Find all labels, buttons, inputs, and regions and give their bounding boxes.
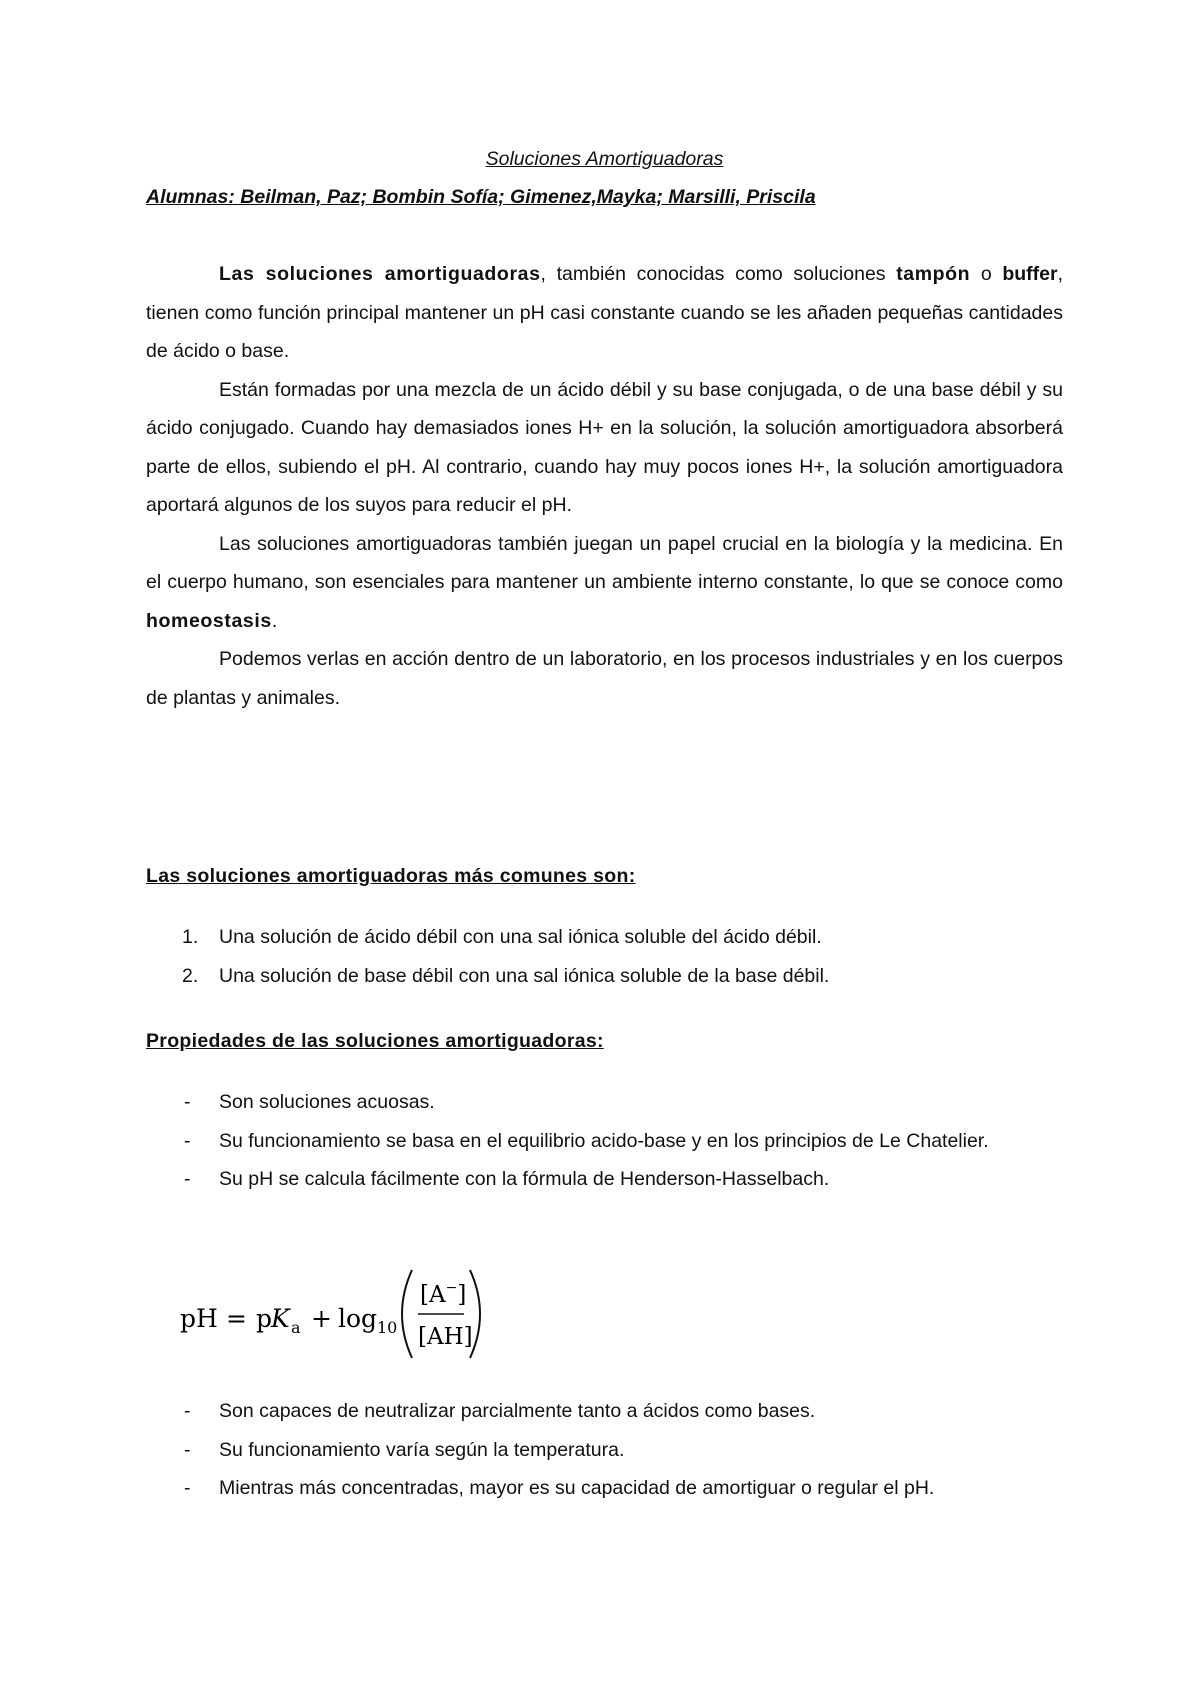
formula-denominator: [AH] [418,1324,473,1350]
list-item-text: Son soluciones acuosas. [219,1091,435,1113]
paragraph-1-text-c: , tienen como función principal mantener un pH casi constante cuando se les añaden pequeñas cantidades de ácido o base. [146,263,1064,362]
properties-list-b [146,1392,1063,1508]
common-solutions-list [146,918,1063,995]
intro-paragraphs [146,255,1063,717]
properties-heading: Propiedades de las soluciones amortiguadoras: [146,1030,604,1052]
henderson-hasselbach-formula [180,1262,500,1366]
list-item [146,1122,1063,1161]
paragraph-1-text-a: , también conocidas como soluciones [540,263,897,285]
bold-term-homeostasis: homeostasis [146,609,272,632]
list-item [146,1083,1063,1122]
formula-log-sub: 10 [377,1318,398,1337]
formula-pka-k: K [271,1304,290,1333]
paragraph-3-text-b: . [271,609,278,632]
list-item [146,1160,1063,1199]
list-dash: - [184,1168,191,1190]
list-item [146,957,1063,996]
left-parenthesis [402,1270,412,1358]
bold-term-soluciones: Las soluciones amortiguadoras [219,263,541,285]
paragraph-2: Están formadas por una mezcla de un ácido débil y su base conjugada, o de una base débil y su ácido conjugado. Cuando hay demasiados iones H+ en la solución, la solución amortiguadora absorberá parte de ellos, subiendo el pH. Al contrario, cuando hay muy pocos iones H+, la solución amortiguadora aportará algunos de los suyos para reducir el pH. [146,378,1063,516]
list-item [146,1392,1063,1431]
list-item-text: Su funcionamiento se basa en el equilibrio acido-base y en los principios de Le Chatelier. [219,1129,989,1152]
formula-ph: pH [180,1304,218,1333]
bold-term-tampon: tampón [896,263,971,285]
list-item-text: Su pH se calcula fácilmente con la fórmula de Henderson-Hasselbach. [219,1168,830,1190]
list-item [146,1431,1063,1470]
list-item-text: Mientras más concentradas, mayor es su capacidad de amortiguar o regular el pH. [219,1477,935,1499]
formula-equals: = [226,1304,247,1333]
list-item [146,918,1063,957]
properties-list-a [146,1083,1063,1199]
formula-pka-p: p [256,1304,273,1333]
document-title: Soluciones Amortiguadoras [485,148,724,170]
paragraph-4: Podemos verlas en acción dentro de un laboratorio, en los procesos industriales y en los cuerpos de plantas y animales. [146,648,1063,709]
formula-log: log [338,1304,378,1333]
formula-plus: + [311,1304,332,1333]
paragraph-3-text-a: Las soluciones amortiguadoras también juegan un papel crucial en la biología y la medicina. En el cuerpo humano, son esenciales para mantener un ambiente interno constante, lo que se conoce como [146,532,1063,593]
list-item [146,1469,1063,1508]
formula-svg [180,1262,500,1366]
list-dash: - [184,1438,191,1461]
list-item-text: Una solución de base débil con una sal iónica soluble de la base débil. [219,964,830,987]
list-item-text: Su funcionamiento varía según la temperatura. [219,1438,625,1461]
list-dash: - [184,1129,191,1152]
list-item-text: Son capaces de neutralizar parcialmente tanto a ácidos como bases. [219,1400,816,1422]
formula-pka-sub: a [291,1318,301,1337]
paragraph-3 [146,525,1063,641]
bold-term-buffer: buffer [1002,263,1058,285]
list-dash: - [184,1477,191,1499]
paragraph-1 [146,255,1063,371]
list-dash: - [184,1091,191,1113]
list-number: 1. [182,926,199,948]
authors-line: Alumnas: Beilman, Paz; Bombin Sofía; Gimenez,Mayka; Marsilli, Priscila [146,186,816,208]
common-solutions-heading: Las soluciones amortiguadoras más comunes son: [146,865,636,887]
list-item-text: Una solución de ácido débil con una sal iónica soluble del ácido débil. [219,926,822,948]
formula-numerator: [A−] [420,1280,467,1308]
paragraph-1-text-b: o [970,263,1003,285]
list-dash: - [184,1400,191,1422]
list-number: 2. [182,964,199,987]
